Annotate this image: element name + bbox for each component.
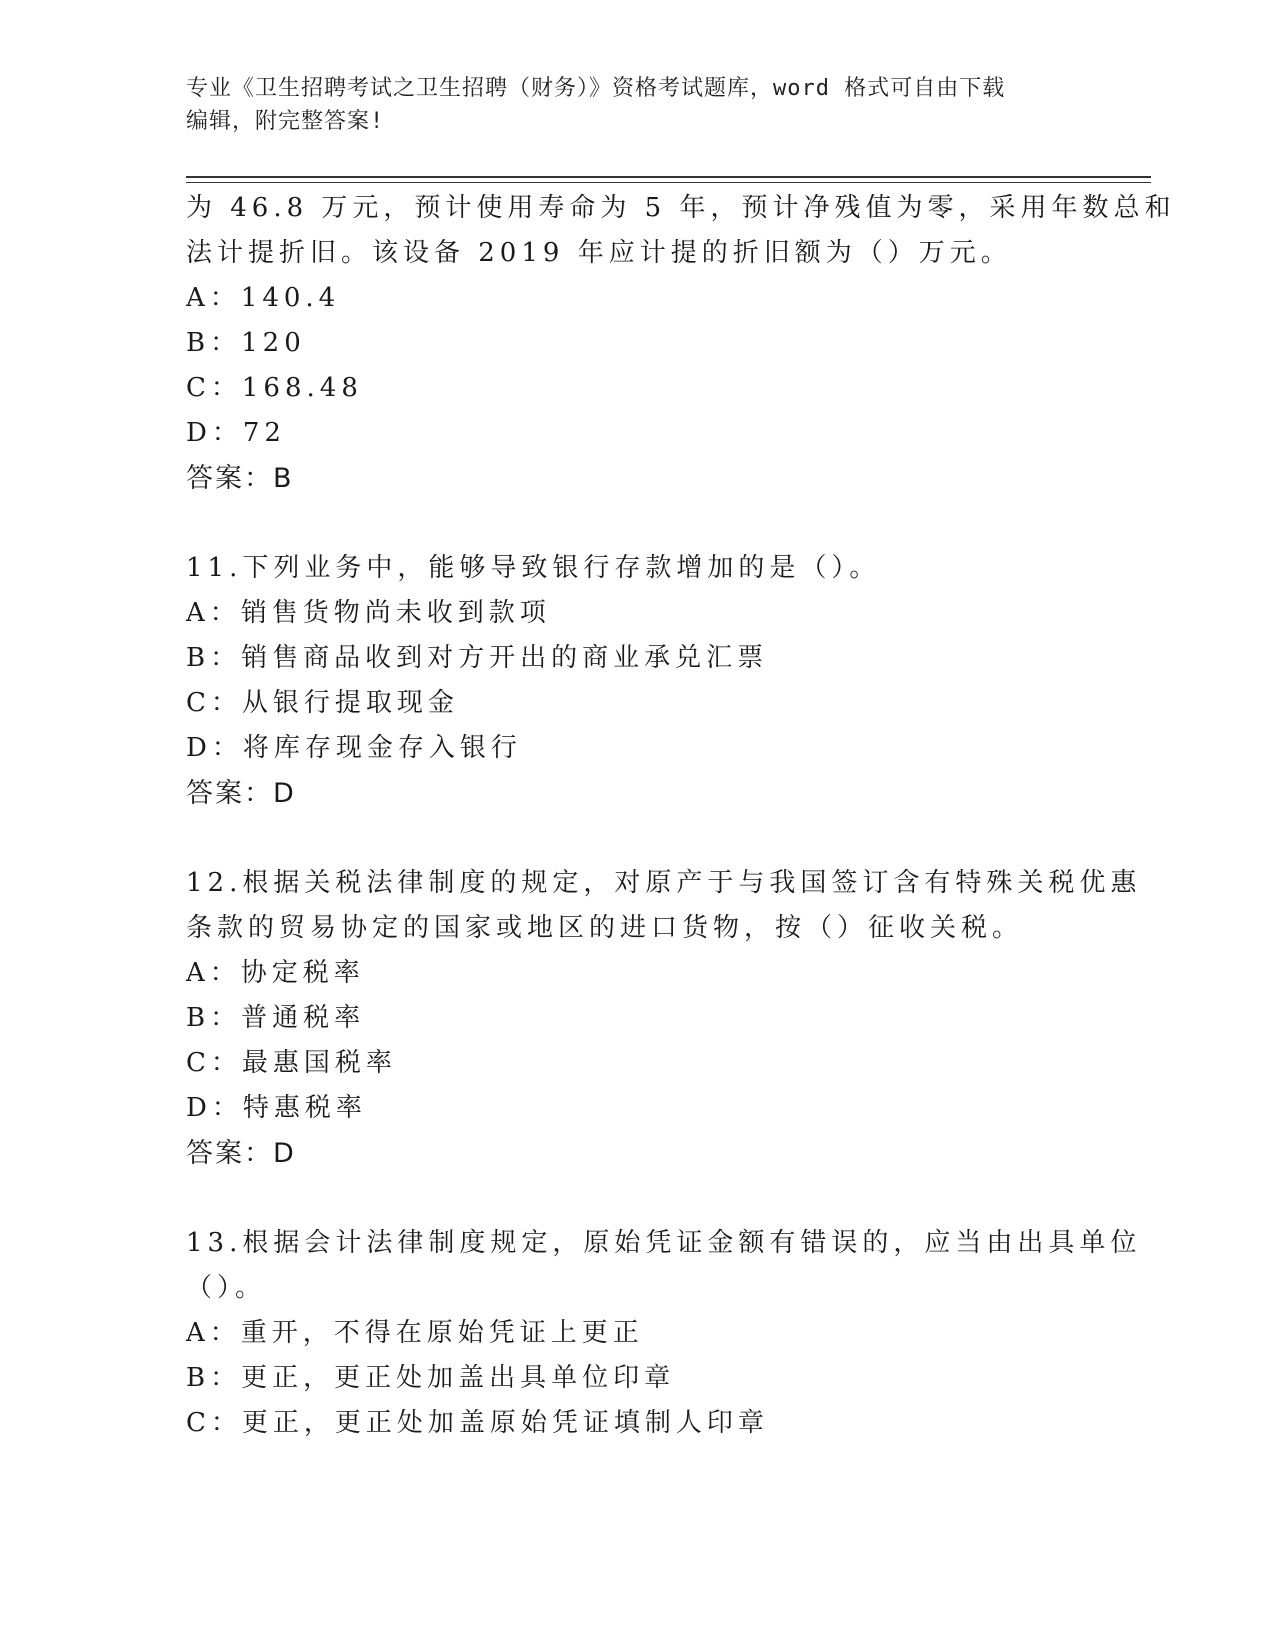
option-a: A：协定税率	[186, 958, 365, 988]
option-b: B：销售商品收到对方开出的商业承兑汇票	[186, 643, 769, 673]
option-c: C：更正，更正处加盖原始凭证填制人印章	[186, 1408, 769, 1438]
option-c: C：最惠国税率	[186, 1048, 397, 1078]
option-c: C：168.48	[186, 373, 363, 403]
question-text: 12.根据关税法律制度的规定，对原产于与我国签订含有特殊关税优惠	[186, 868, 1142, 898]
header-divider-thin	[186, 182, 1151, 183]
option-c: C：从银行提取现金	[186, 688, 459, 718]
option-d: D：72	[186, 418, 286, 448]
option-b: B：更正，更正处加盖出具单位印章	[186, 1363, 676, 1393]
question-text: 为 46.8 万元，预计使用寿命为 5 年，预计净残值为零，采用年数总和	[186, 193, 1176, 223]
option-d: D：将库存现金存入银行	[186, 733, 522, 763]
question-12	[186, 861, 1151, 1176]
question-text: （）。	[186, 1273, 267, 1303]
option-a: A：销售货物尚未收到款项	[186, 598, 551, 628]
answer: 答案：B	[186, 463, 294, 494]
option-b: B：120	[186, 328, 306, 358]
header-line-1: 专业《卫生招聘考试之卫生招聘（财务）》资格考试题库，word 格式可自由下载	[186, 76, 1006, 101]
question-text: 13.根据会计法律制度规定，原始凭证金额有错误的，应当由出具单位	[186, 1228, 1142, 1258]
option-d: D：特惠税率	[186, 1093, 367, 1123]
header-line-2: 编辑，附完整答案!	[186, 109, 385, 134]
question-text: 法计提折旧。该设备 2019 年应计提的折旧额为（）万元。	[186, 238, 1012, 268]
option-b: B：普通税率	[186, 1003, 366, 1033]
question-text: 条款的贸易协定的国家或地区的进口货物，按（）征收关税。	[186, 913, 1024, 943]
answer: 答案：D	[186, 1138, 296, 1169]
header-divider-thick	[186, 176, 1151, 178]
answer: 答案：D	[186, 778, 296, 809]
option-a: A：重开，不得在原始凭证上更正	[186, 1318, 644, 1348]
option-a: A：140.4	[186, 283, 341, 313]
question-13	[186, 1221, 1151, 1446]
document-header	[186, 72, 1056, 138]
question-11	[186, 546, 1151, 816]
question-10	[186, 186, 1176, 501]
question-text: 11.下列业务中，能够导致银行存款增加的是（）。	[186, 553, 881, 583]
question-list	[186, 186, 1176, 1446]
